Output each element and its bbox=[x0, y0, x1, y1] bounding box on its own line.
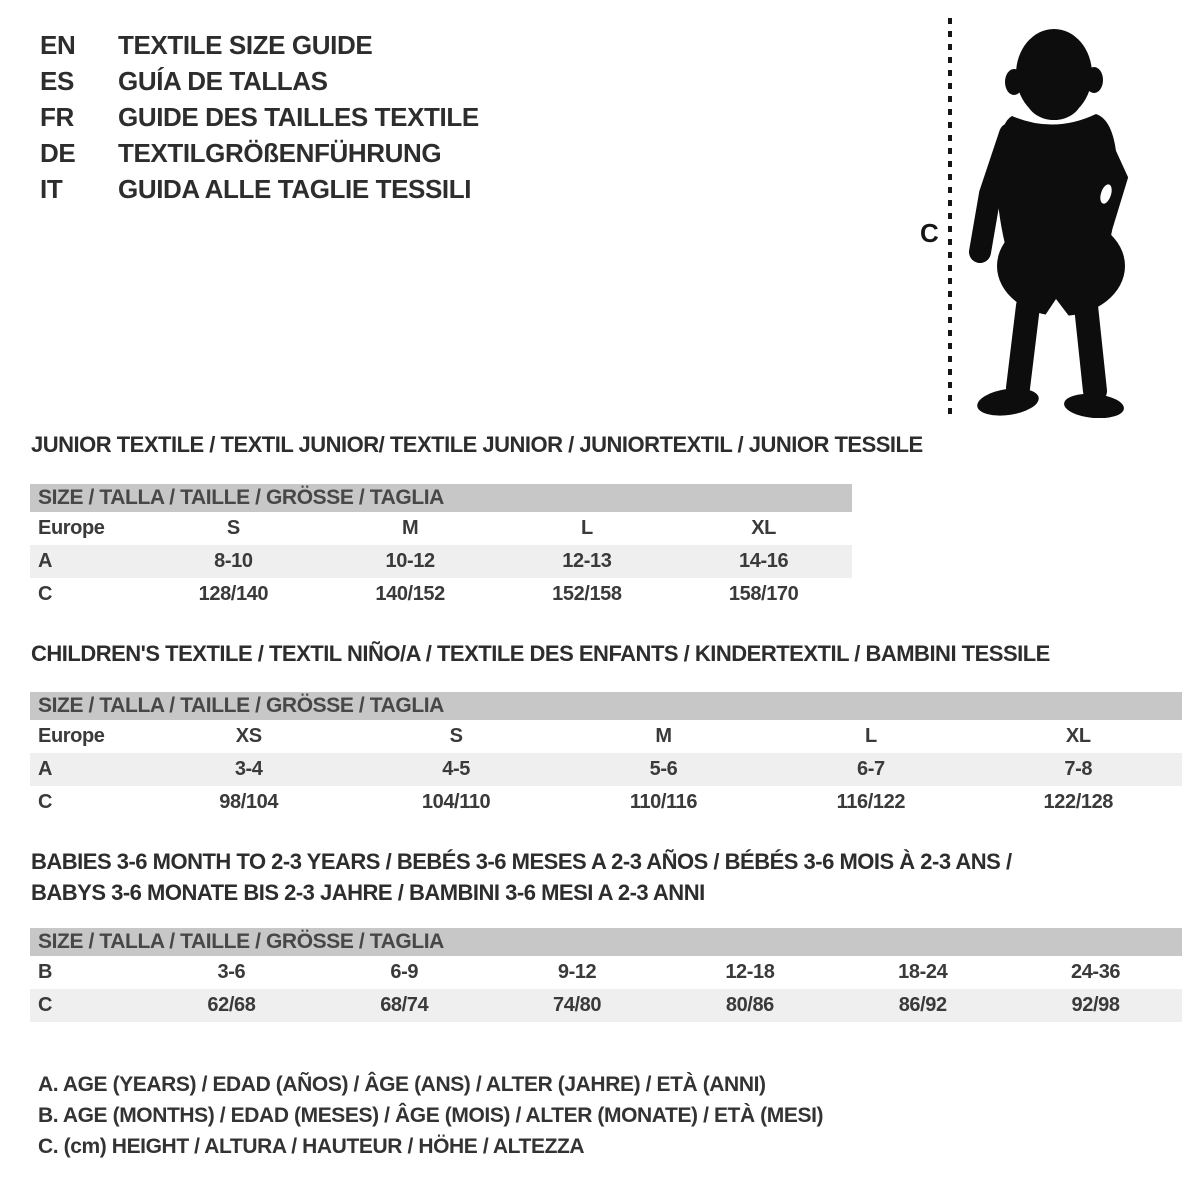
age-cell: 4-5 bbox=[352, 753, 559, 786]
age-cell: 14-16 bbox=[675, 545, 852, 578]
size-cell: XL bbox=[1065, 725, 1091, 747]
language-title: GUIDA ALLE TAGLIE TESSILI bbox=[118, 174, 472, 204]
age-cell: 3-4 bbox=[145, 753, 352, 786]
age-cell: 6-7 bbox=[767, 753, 974, 786]
babies-size-table bbox=[30, 928, 1182, 1022]
height-measure-dashed-line bbox=[948, 18, 952, 414]
row-label: C bbox=[30, 989, 145, 1022]
table-row-age bbox=[30, 545, 852, 578]
table-row-height bbox=[30, 989, 1182, 1022]
height-cell: 140/152 bbox=[375, 583, 445, 605]
toddler-silhouette-icon bbox=[968, 16, 1136, 418]
height-cell: 92/98 bbox=[1009, 989, 1182, 1022]
language-row bbox=[40, 63, 479, 99]
baby-height-figure bbox=[900, 14, 1192, 422]
language-code: IT bbox=[40, 174, 63, 204]
language-title: GUIDE DES TAILLES TEXTILE bbox=[118, 102, 479, 132]
legend-line-height: C. (cm) HEIGHT / ALTURA / HAUTEUR / HÖHE / ALTEZZA bbox=[38, 1135, 585, 1158]
size-header-band: SIZE / TALLA / TAILLE / GRÖSSE / TAGLIA bbox=[30, 484, 852, 512]
height-cell: 104/110 bbox=[421, 791, 491, 813]
age-cell: 7-8 bbox=[975, 753, 1182, 786]
size-header-row bbox=[30, 484, 852, 512]
size-cell: L bbox=[580, 517, 593, 539]
language-code: FR bbox=[40, 102, 74, 132]
age-cell: 12-18 bbox=[725, 961, 775, 983]
babies-section-title bbox=[31, 846, 1012, 908]
size-cell: XL bbox=[751, 517, 776, 539]
row-label: Europe bbox=[38, 725, 105, 747]
size-cell: L bbox=[864, 725, 877, 747]
size-header-row bbox=[30, 928, 1182, 956]
age-cell: 5-6 bbox=[560, 753, 767, 786]
language-code: DE bbox=[40, 138, 76, 168]
age-cell: 12-13 bbox=[499, 545, 676, 578]
babies-title-line-2: BABYS 3-6 MONATE BIS 2-3 JAHRE / BAMBINI 3-6 MESI A 2-3 ANNI bbox=[31, 880, 705, 905]
children-size-table bbox=[30, 692, 1182, 819]
legend-line-age-months: B. AGE (MONTHS) / EDAD (MESES) / ÂGE (MOIS) / ALTER (MONATE) / ETÀ (MESI) bbox=[38, 1104, 824, 1127]
height-cell: 158/170 bbox=[728, 583, 799, 605]
size-cell: S bbox=[449, 725, 463, 747]
table-row-europe bbox=[30, 512, 852, 545]
row-label: A bbox=[30, 545, 145, 578]
age-cell: 18-24 bbox=[898, 961, 948, 983]
children-section-title: CHILDREN'S TEXTILE / TEXTIL NIÑO/A / TEXTILE DES ENFANTS / KINDERTEXTIL / BAMBINI TESSILE bbox=[31, 641, 1050, 666]
height-cell: 122/128 bbox=[1043, 791, 1114, 813]
row-label: A bbox=[30, 753, 145, 786]
table-row-age bbox=[30, 753, 1182, 786]
size-cell: XS bbox=[235, 725, 262, 747]
height-cell: 86/92 bbox=[836, 989, 1009, 1022]
row-label: C bbox=[38, 583, 53, 605]
row-label: B bbox=[38, 961, 53, 983]
size-header-band: SIZE / TALLA / TAILLE / GRÖSSE / TAGLIA bbox=[30, 928, 1182, 956]
height-cell: 98/104 bbox=[219, 791, 279, 813]
language-row bbox=[40, 27, 479, 63]
age-cell: 6-9 bbox=[390, 961, 419, 983]
junior-section-title: JUNIOR TEXTILE / TEXTIL JUNIOR/ TEXTILE JUNIOR / JUNIORTEXTIL / JUNIOR TESSILE bbox=[31, 432, 923, 457]
size-header-row bbox=[30, 692, 1182, 720]
age-cell: 24-36 bbox=[1070, 961, 1121, 983]
age-cell: 3-6 bbox=[217, 961, 246, 983]
language-row bbox=[40, 171, 479, 207]
language-title: TEXTILGRÖßENFÜHRUNG bbox=[118, 138, 442, 168]
height-cell: 116/122 bbox=[836, 791, 906, 813]
language-title: TEXTILE SIZE GUIDE bbox=[118, 30, 373, 60]
table-row-height bbox=[30, 578, 852, 611]
row-label: C bbox=[38, 791, 53, 813]
height-cell: 74/80 bbox=[491, 989, 664, 1022]
age-cell: 10-12 bbox=[322, 545, 499, 578]
height-measure-label: C bbox=[920, 218, 939, 248]
language-code: EN bbox=[40, 30, 76, 60]
size-header-band: SIZE / TALLA / TAILLE / GRÖSSE / TAGLIA bbox=[30, 692, 1182, 720]
language-title-list bbox=[40, 27, 479, 207]
legend bbox=[38, 1069, 823, 1162]
row-label: Europe bbox=[38, 517, 105, 539]
language-row bbox=[40, 135, 479, 171]
height-cell: 110/116 bbox=[629, 791, 698, 813]
table-row-age-months bbox=[30, 956, 1182, 989]
legend-line-age-years: A. AGE (YEARS) / EDAD (AÑOS) / ÂGE (ANS) / ALTER (JAHRE) / ETÀ (ANNI) bbox=[38, 1073, 766, 1096]
junior-size-table bbox=[30, 484, 852, 611]
height-cell: 62/68 bbox=[145, 989, 318, 1022]
language-code: ES bbox=[40, 66, 74, 96]
height-cell: 152/158 bbox=[552, 583, 622, 605]
size-cell: M bbox=[401, 517, 419, 539]
height-cell: 80/86 bbox=[663, 989, 836, 1022]
size-cell: S bbox=[226, 517, 240, 539]
table-row-height bbox=[30, 786, 1182, 819]
table-row-europe bbox=[30, 720, 1182, 753]
size-cell: M bbox=[655, 725, 672, 747]
age-cell: 8-10 bbox=[145, 545, 322, 578]
language-row bbox=[40, 99, 479, 135]
height-cell: 128/140 bbox=[198, 583, 269, 605]
language-title: GUÍA DE TALLAS bbox=[118, 66, 328, 96]
babies-title-line-1: BABIES 3-6 MONTH TO 2-3 YEARS / BEBÉS 3-6 MESES A 2-3 AÑOS / BÉBÉS 3-6 MOIS À 2-3 ANS / bbox=[31, 849, 1012, 874]
age-cell: 9-12 bbox=[557, 961, 597, 983]
height-cell: 68/74 bbox=[318, 989, 491, 1022]
